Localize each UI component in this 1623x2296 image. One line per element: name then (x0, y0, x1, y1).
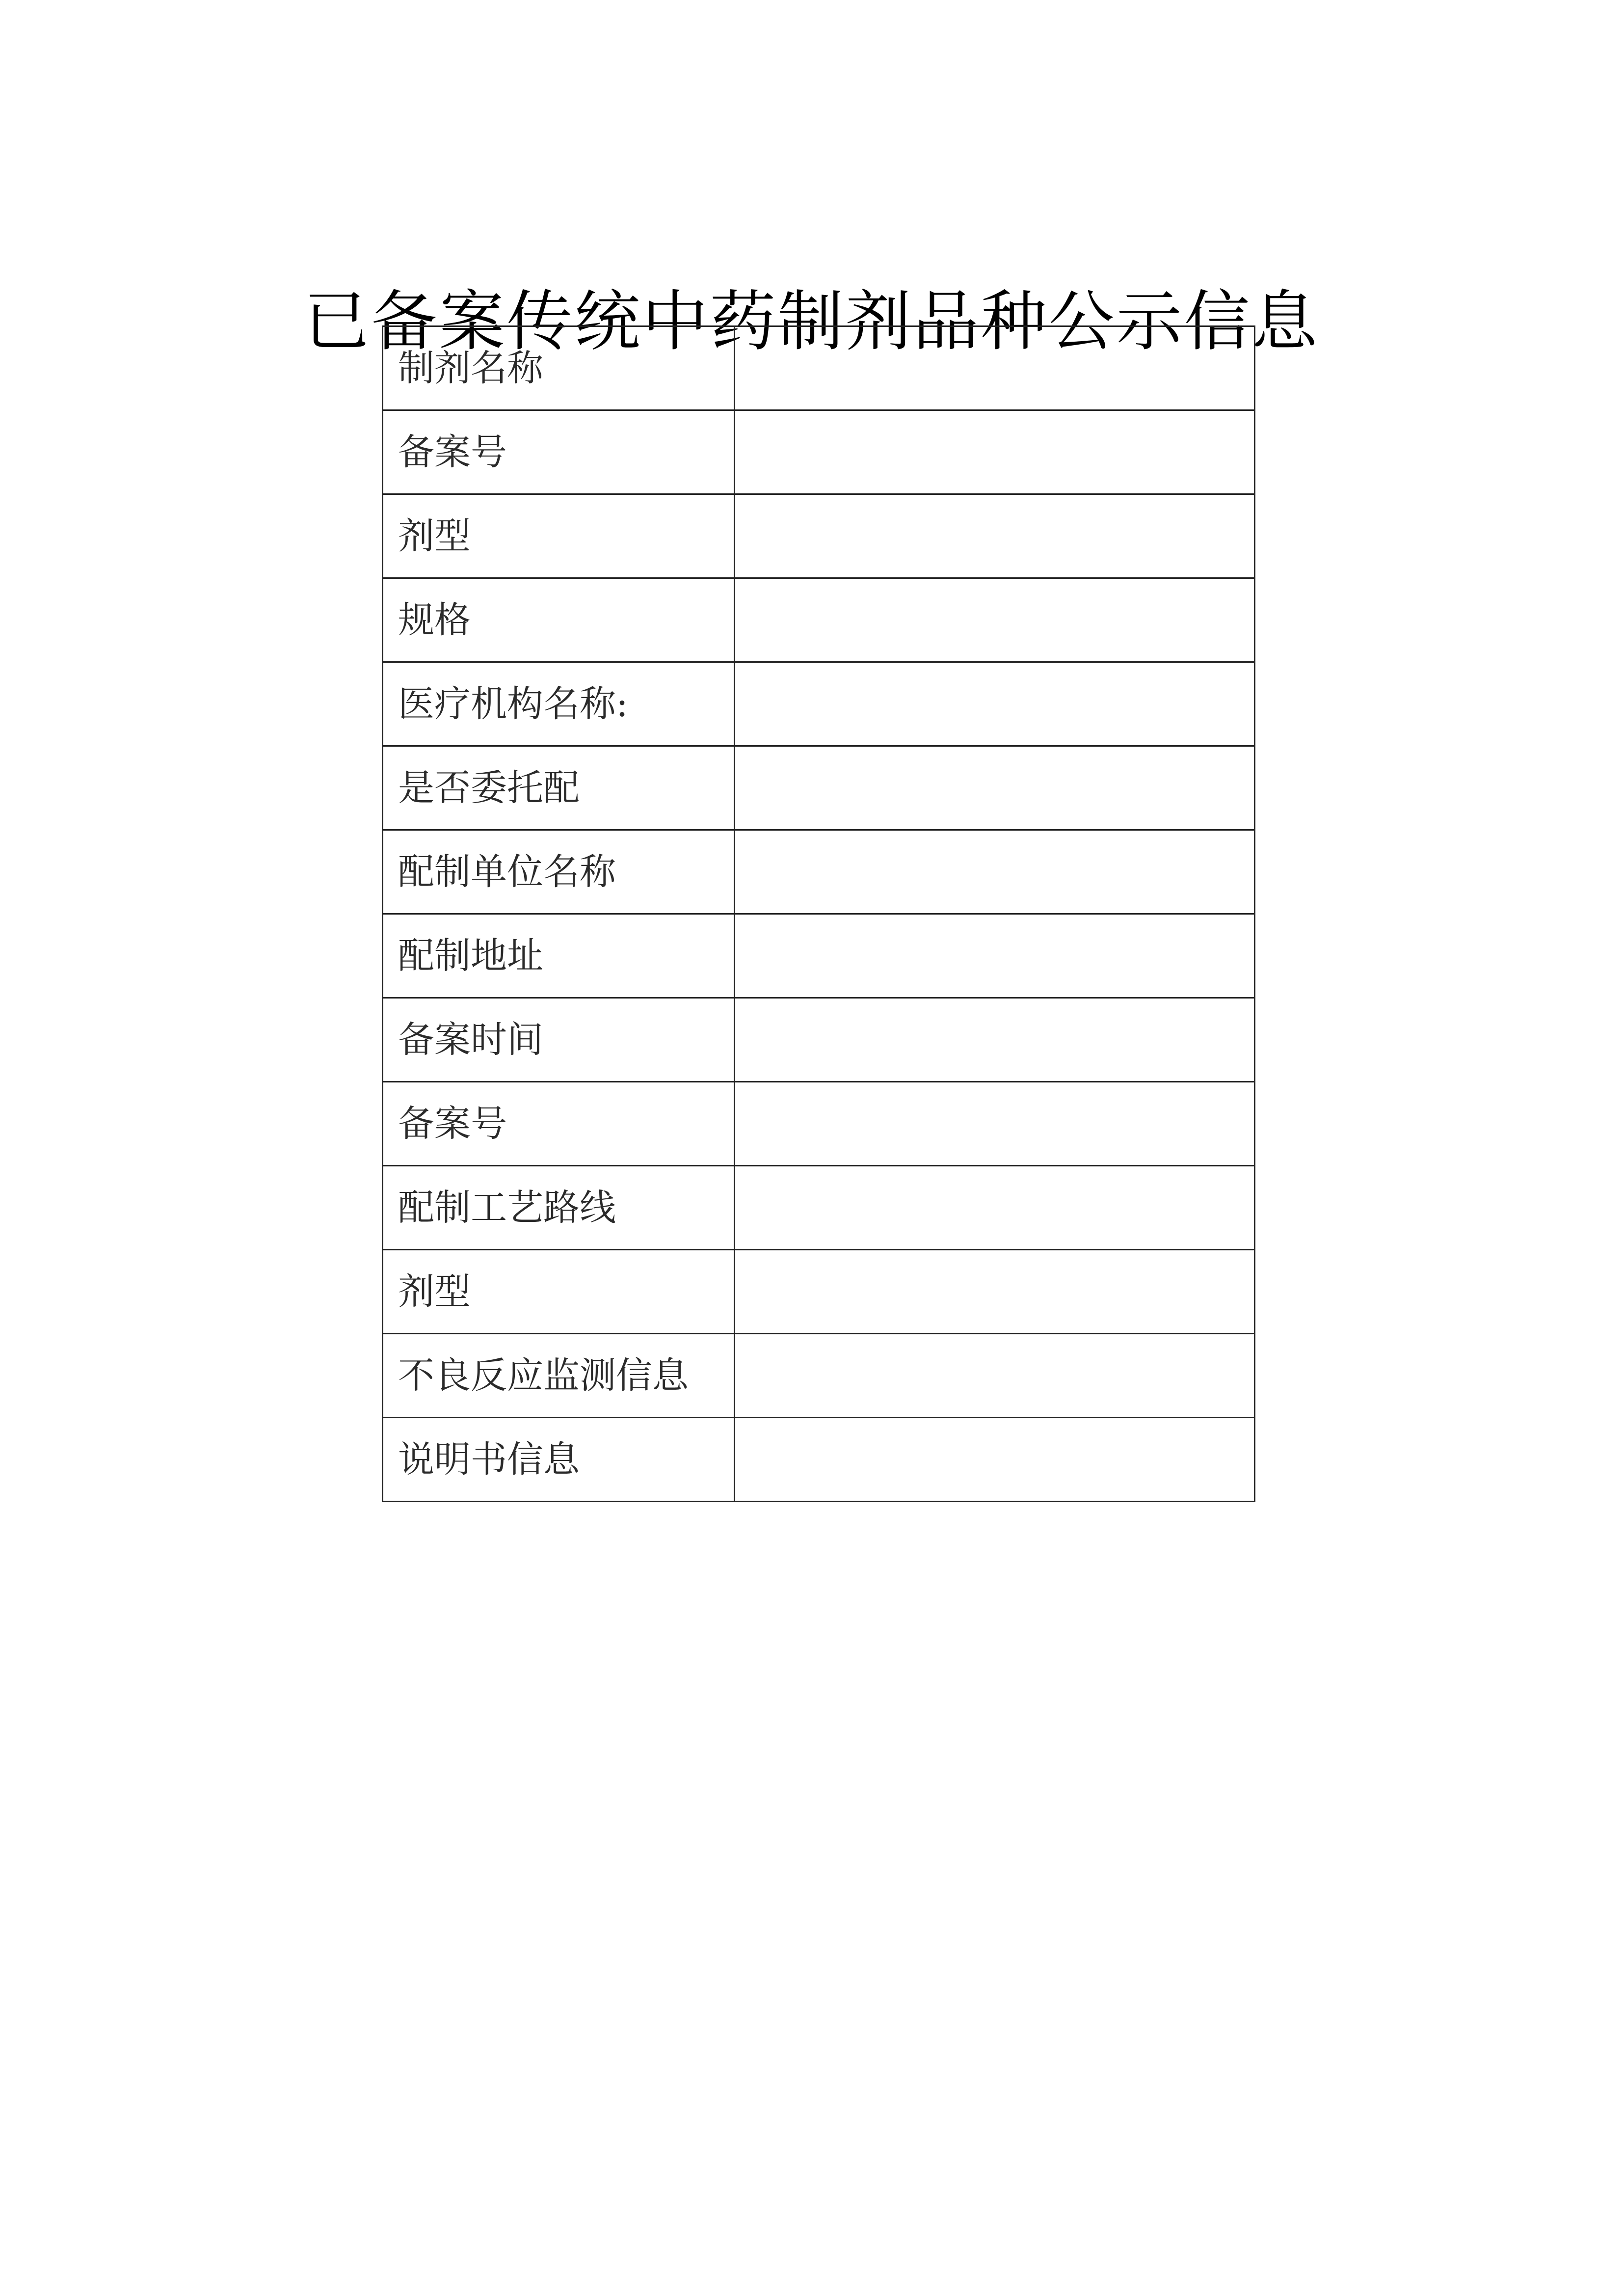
table-row (383, 1250, 1255, 1334)
row-label-dosage-form-2: 剂型 (383, 1250, 735, 1334)
row-value-specification (735, 578, 1255, 662)
row-value-dosage-form (735, 494, 1255, 578)
page-title: 已备案传统中药制剂品种公示信息 (303, 283, 1320, 360)
row-value-preparation-name (735, 326, 1255, 410)
row-label-specification: 规格 (383, 578, 735, 662)
row-label-record-number: 备案号 (383, 410, 735, 494)
row-label-preparing-unit: 配制单位名称 (383, 830, 735, 914)
row-label-record-time: 备案时间 (383, 998, 735, 1082)
row-label-adverse-reaction: 不良反应监测信息 (383, 1334, 735, 1418)
row-value-preparing-unit (735, 830, 1255, 914)
row-label-entrusted: 是否委托配 (383, 746, 735, 830)
table-row (383, 578, 1255, 662)
table-row (383, 1166, 1255, 1250)
table-row (383, 746, 1255, 830)
row-value-dosage-form-2 (735, 1250, 1255, 1334)
row-label-process-route: 配制工艺路线 (383, 1166, 735, 1250)
table-row (383, 326, 1255, 410)
row-label-instructions: 说明书信息 (383, 1418, 735, 1502)
table-row (383, 662, 1255, 746)
row-label-institution-name: 医疗机构名称: (383, 662, 735, 746)
row-value-instructions (735, 1418, 1255, 1502)
table-row (383, 1334, 1255, 1418)
table-row (383, 998, 1255, 1082)
row-value-entrusted (735, 746, 1255, 830)
row-value-adverse-reaction (735, 1334, 1255, 1418)
row-label-dosage-form: 剂型 (383, 494, 735, 578)
row-value-institution-name (735, 662, 1255, 746)
row-value-record-number-2 (735, 1082, 1255, 1166)
row-label-preparing-address: 配制地址 (383, 914, 735, 998)
table-row (383, 494, 1255, 578)
row-label-preparation-name: 制剂名称 (383, 326, 735, 410)
row-value-process-route (735, 1166, 1255, 1250)
table-row (383, 410, 1255, 494)
row-label-record-number-2: 备案号 (383, 1082, 735, 1166)
row-value-record-time (735, 998, 1255, 1082)
table-row (383, 914, 1255, 998)
info-table (382, 325, 1255, 1502)
table-row (383, 1082, 1255, 1166)
table-row (383, 830, 1255, 914)
row-value-record-number (735, 410, 1255, 494)
row-value-preparing-address (735, 914, 1255, 998)
table-row (383, 1418, 1255, 1502)
